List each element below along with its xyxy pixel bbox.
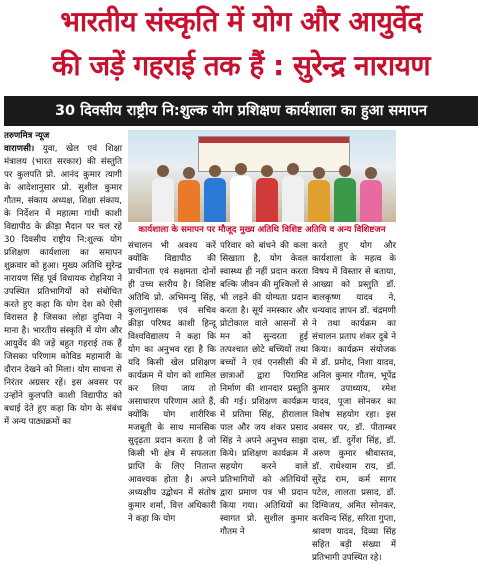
dateline: वाराणसी। <box>4 144 35 154</box>
article-column-3 <box>220 240 308 537</box>
column-2-text: संचालन भी अवश्य करें क्योंकि विद्यापीठ की प्राचीनता एवं सक्षमता दोनों ही उच्च स्तरीय है। विशिष्ट अतिथि प्रो. अभिमन्यु सिंह, कुलानुशासक एवं सचिव क्रीड़ा परिषद काशी हिन्दू विश्वविद्यालय ने कहा कि योग का अनुभव रहा है कि यदि किसी खेल प्रशिक्षण कार्यक्रम में योग को शामिल कर लिया जाय तो असाधारण परिणाम आते हैं, क्योंकि योग शारीरिक मजबूती के साथ मानसिक सुदृढ़ता प्रदान करता है जो किसी भी क्षेत्र में सफलता प्राप्ति के लिए नितान्त आवश्यक होता है। अपने अध्यक्षीय उद्बोधन में संतोष कुमार शर्मा, वित्त अधिकारी ने कहा कि योग <box>128 241 216 524</box>
column-3-text: परिवार को बांधने की कला सिखाता है, योग केवल स्वास्थ्य ही नहीं प्रदान करता बल्कि जीवन की मुश्किलों से भी लड़ने की योग्यता प्रदान करता है। सूर्य नमस्कार और प्रोटोकाल वाले आसनों से मन को सुन्दरता हुई तत्पश्चात छोटे बच्चियों तथा बच्चों ने एवं एनसीसी की छात्राओं द्वारा पिरामिड निर्माण की शानदार प्रस्तुति की गई। प्रशिक्षण कार्यक्रम में प्रतिमा सिंह, हीरालाल पाल और जय शंकर प्रसाद सिंह ने अपने अनुभव साझा किये। प्रशिक्षण कार्यक्रम में सहयोग करने वाले प्रतिभागियों को अतिथियों द्वारा प्रमाण पत्र भी प्रदान किया गया। अतिथियों का स्वागत प्रो. सुशील कुमार गौतम ने <box>220 241 308 537</box>
headline-line-2: की जड़ें गहराई तक हैं : सुरेन्द्र नारायण <box>51 49 431 82</box>
article-column-4 <box>312 240 396 563</box>
person-figure <box>282 163 304 222</box>
article-column-6 <box>400 130 480 238</box>
article-column-5 <box>400 240 480 422</box>
column-4-text: करते हुए योग और कार्यशाला के महत्व के विषय में विस्तार से बताया, आख्या को प्रस्तुति डॉ. बालकृष्ण यादव ने, धन्यवाद ज्ञापन डॉ. चंद्रमणी ने तथा कार्यक्रम का संचालन प्रताप शंकर दुबे ने किया। कार्यक्रम संयोजक में डॉ. प्रमोद, निशा यादव, अनिल कुमार गौतम, भूपेंद्र कुमार उपाध्याय, रमेश यादव, पूजा सोनकर का विशेष सहयोग रहा। इस अवसर पर, डॉ. पीताम्बर दास, डॉ. दुर्गेश सिंह, डॉ. अरुण कुमार श्रीवास्तव, डॉ. राधेश्याम राय, डॉ. सुरेंद्र राम, कर्म सागर पटेल, लालता प्रसाद, डॉ. दिग्विजय, अमित सोनकर, करविन्द सिंह, सरिता गुप्ता, श्रावण यादव, दिव्या सिंह सहित बड़ी संख्या में प्रतिभागी उपस्थित रहे। <box>312 241 396 563</box>
person-figure <box>334 165 356 222</box>
person-figure <box>204 165 226 222</box>
headline-line-1: भारतीय संस्कृति में योग और आयुर्वेद <box>60 5 422 38</box>
person-figure <box>256 165 278 222</box>
person-figure <box>178 167 200 222</box>
byline: तरुणमित्र न्यूज <box>4 131 50 141</box>
person-figure <box>152 165 174 222</box>
person-figure <box>230 163 252 222</box>
column-1-text: युवा, खेल एवं शिक्षा मंत्रालय (भारत सरकार) की संस्तुति पर कुलपति प्रो. आनंद कुमार त्यागी के आदेशानुसार प्रो. सुशील कुमार गौतम, संकाय अध्यक्ष, शिक्षा संकाय, के निर्देशन में महात्मा गांधी काशी विद्यापीठ के क्रीड़ा मैदान पर चल रहे 30 दिवसीय राष्ट्रीय नि:शुल्क योग प्रशिक्षण कार्यशाला का समापन शुक्रवार को हुआ। मुख्य अतिथि सुरेन्द्र नारायण सिंह पूर्व विधायक रोहनिया ने उपस्थित प्रतिभागियों को संबोधित करते हुए कहा कि योग देश को ऐसी विरासत है जिसका लोहा दुनिया ने माना है। भारतीय संस्कृति में योग और आयुर्वेद की जड़ें बहुत गहराई तक हैं जिसका परिणाम कोविड महामारी के दौरान देखने को मिला। योग साधना से निरंतर अग्रसर रहें। इस अवसर पर उन्होंने कुलपति काशी विद्यापीठ को बधाई देते हुए कहा कि योग के संबंध में अन्य पाठ्यक्रमों का <box>4 144 122 427</box>
event-photo <box>128 130 396 222</box>
article-column-1 <box>4 130 122 427</box>
article-column-2 <box>128 240 216 524</box>
photo-caption: कार्यशाला के समापन पर मौजूद मुख्य अतिथि विशिष्ट अतिथि व अन्य विशिष्टजन <box>128 222 396 238</box>
person-figure <box>308 167 330 222</box>
subheadline-banner: 30 दिवसीय राष्ट्रीय नि:शुल्क योग प्रशिक्षण कार्यशाला का हुआ समापन <box>4 96 478 126</box>
person-figure <box>360 167 382 222</box>
